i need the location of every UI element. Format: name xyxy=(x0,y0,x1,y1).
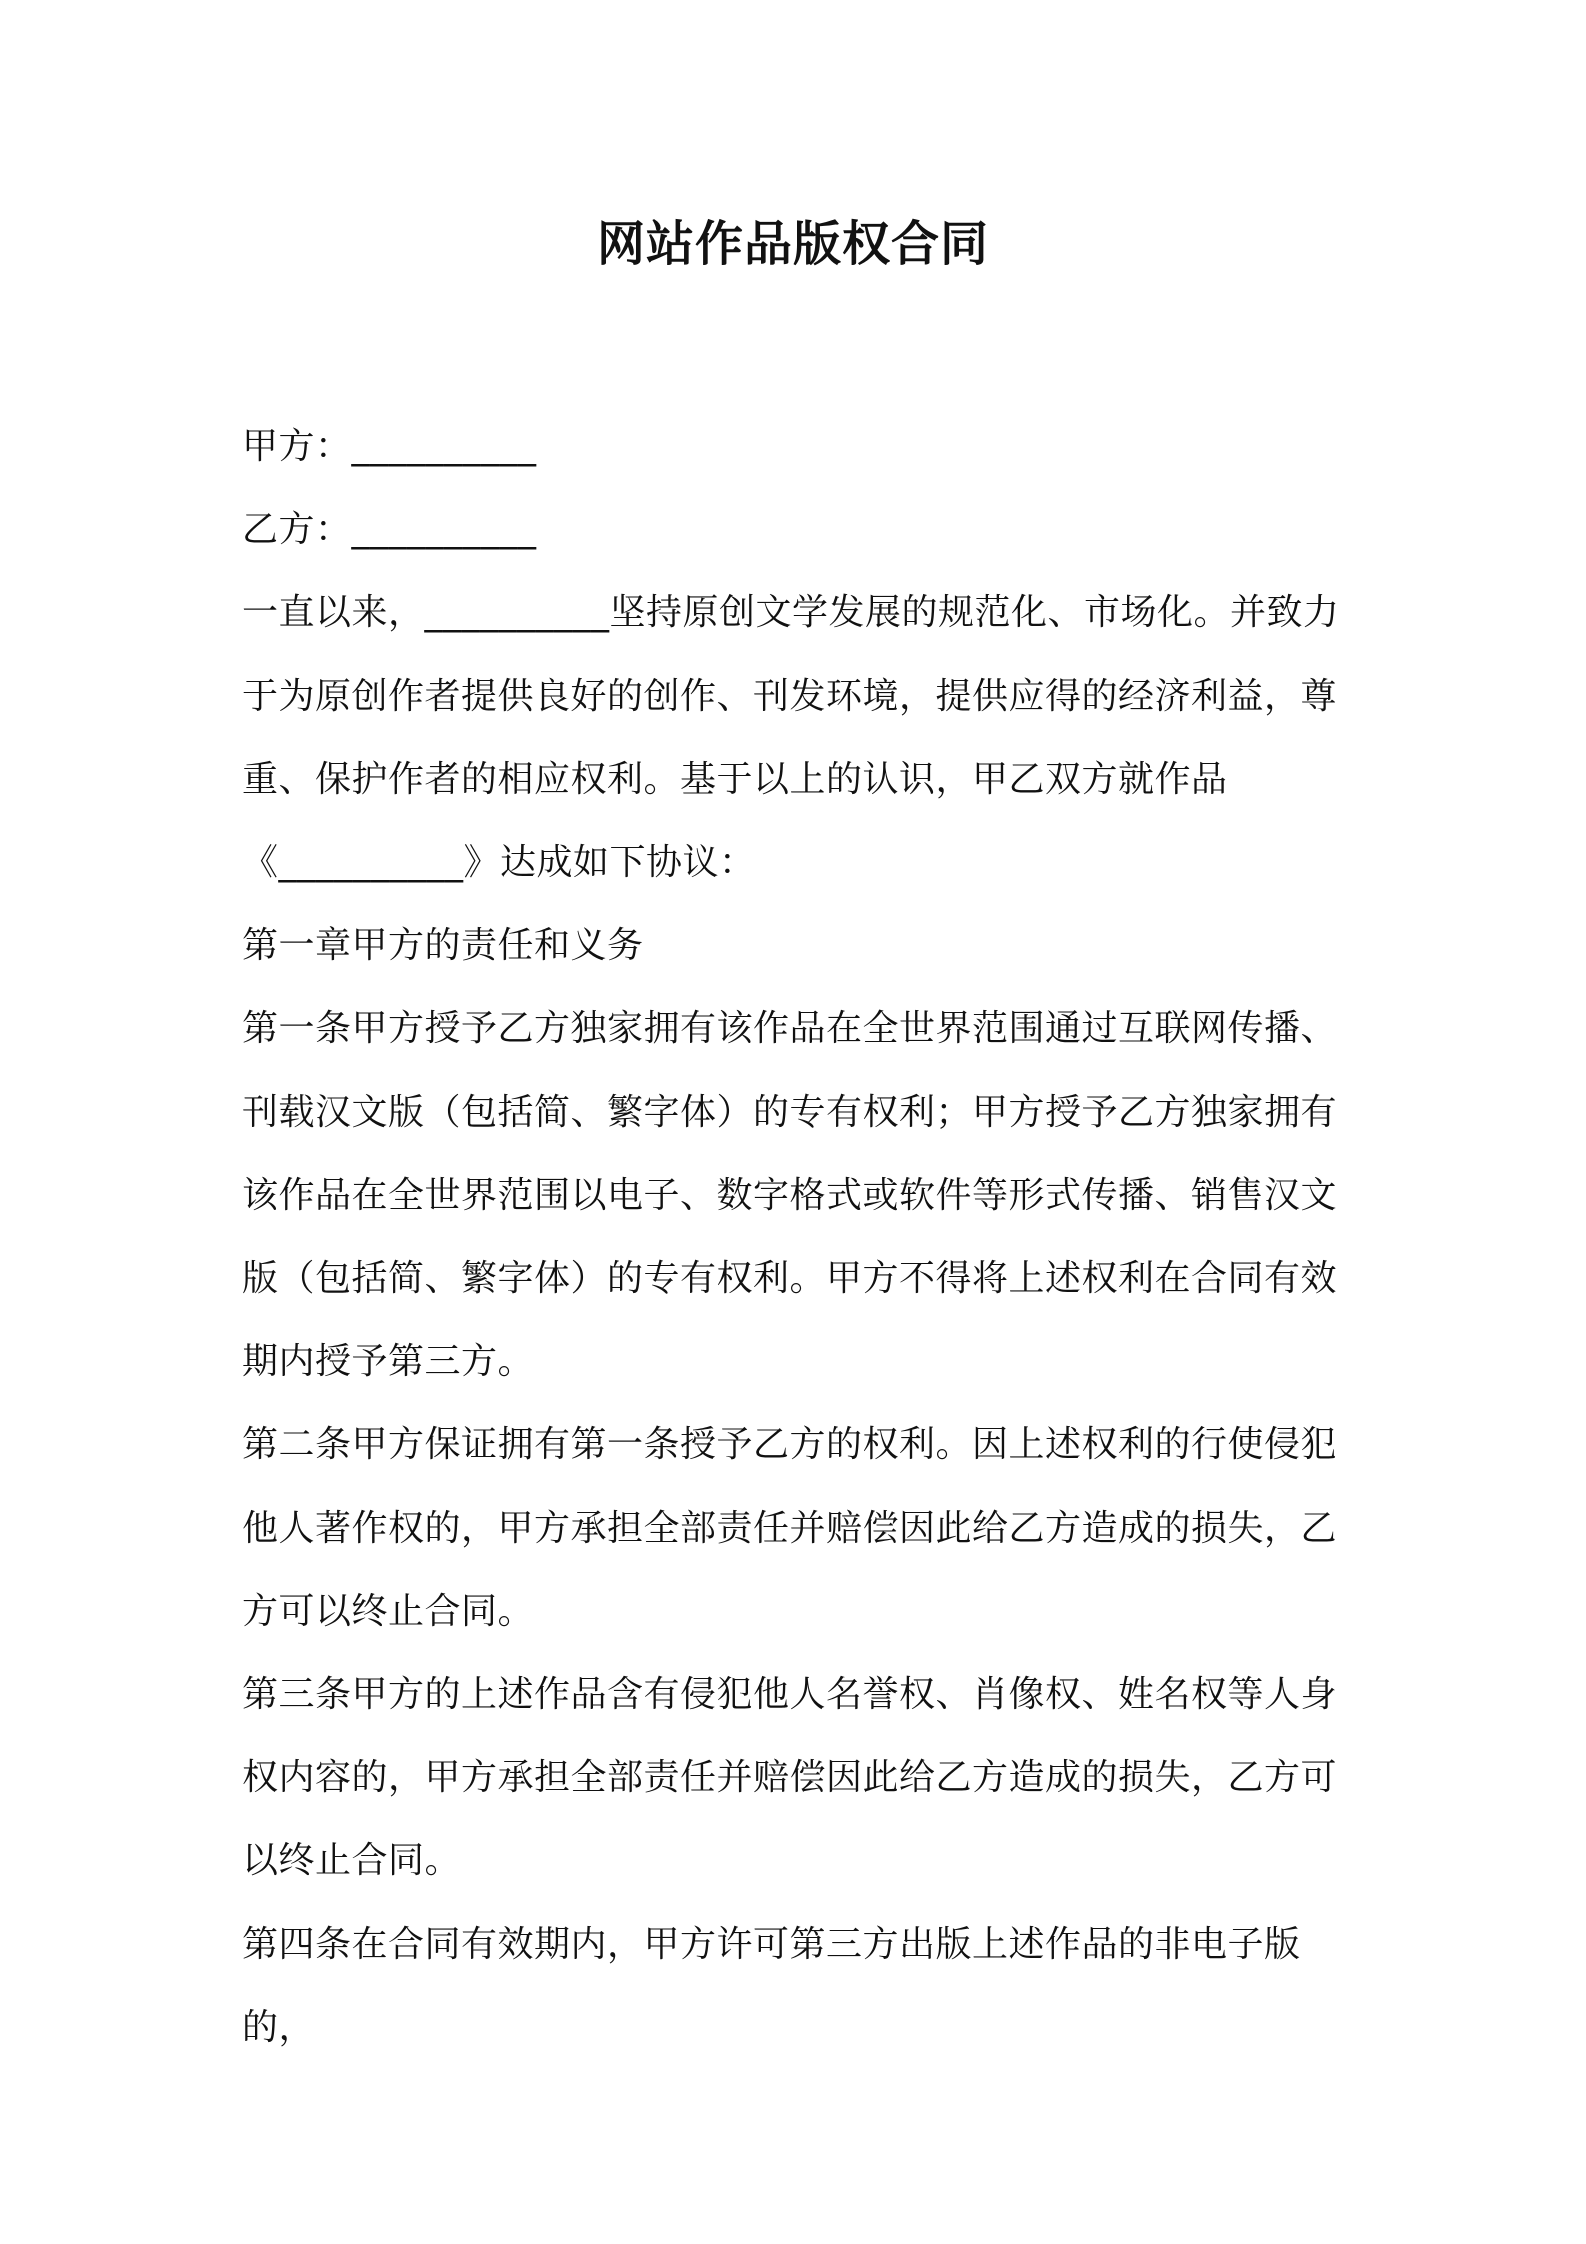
document-title: 网站作品版权合同 xyxy=(596,216,989,272)
article-4-paragraph: 第四条在合同有效期内，甲方许可第三方出版上述作品的非电子版的， xyxy=(242,1923,1301,2048)
article-2-paragraph: 第二条甲方保证拥有第一条授予乙方的权利。因上述权利的行使侵犯他人著作权的，甲方承担全部责任并赔偿因此给乙方造成的损失，乙方可以终止合同。 xyxy=(242,1424,1338,1632)
article-1-paragraph: 第一条甲方授予乙方独家拥有该作品在全世界范围通过互联网传播、刊载汉文版（包括简、繁字体）的专有权利；甲方授予乙方独家拥有该作品在全世界范围以电子、数字格式或软件等形式传播、销售汉文版（包括简、繁字体）的专有权利。甲方不得将上述权利在合同有效期内授予第三方。 xyxy=(242,1008,1338,1383)
article-3-paragraph: 第三条甲方的上述作品含有侵犯他人名誉权、肖像权、姓名权等人身权内容的，甲方承担全部责任并赔偿因此给乙方造成的损失，乙方可以终止合同。 xyxy=(242,1674,1338,1882)
preamble-paragraph: 一直以来，__________坚持原创文学发展的规范化、市场化。并致力于为原创作者提供良好的创作、刊发环境，提供应得的经济利益，尊重、保护作者的相应权利。基于以上的认识，甲乙双方就作品《__________》达成如下协议： xyxy=(242,592,1340,884)
document-body xyxy=(242,405,1362,2069)
party-a-line: 甲方：__________ xyxy=(242,426,537,467)
chapter-heading: 第一章甲方的责任和义务 xyxy=(242,925,644,967)
party-b-line: 乙方：__________ xyxy=(242,509,537,551)
